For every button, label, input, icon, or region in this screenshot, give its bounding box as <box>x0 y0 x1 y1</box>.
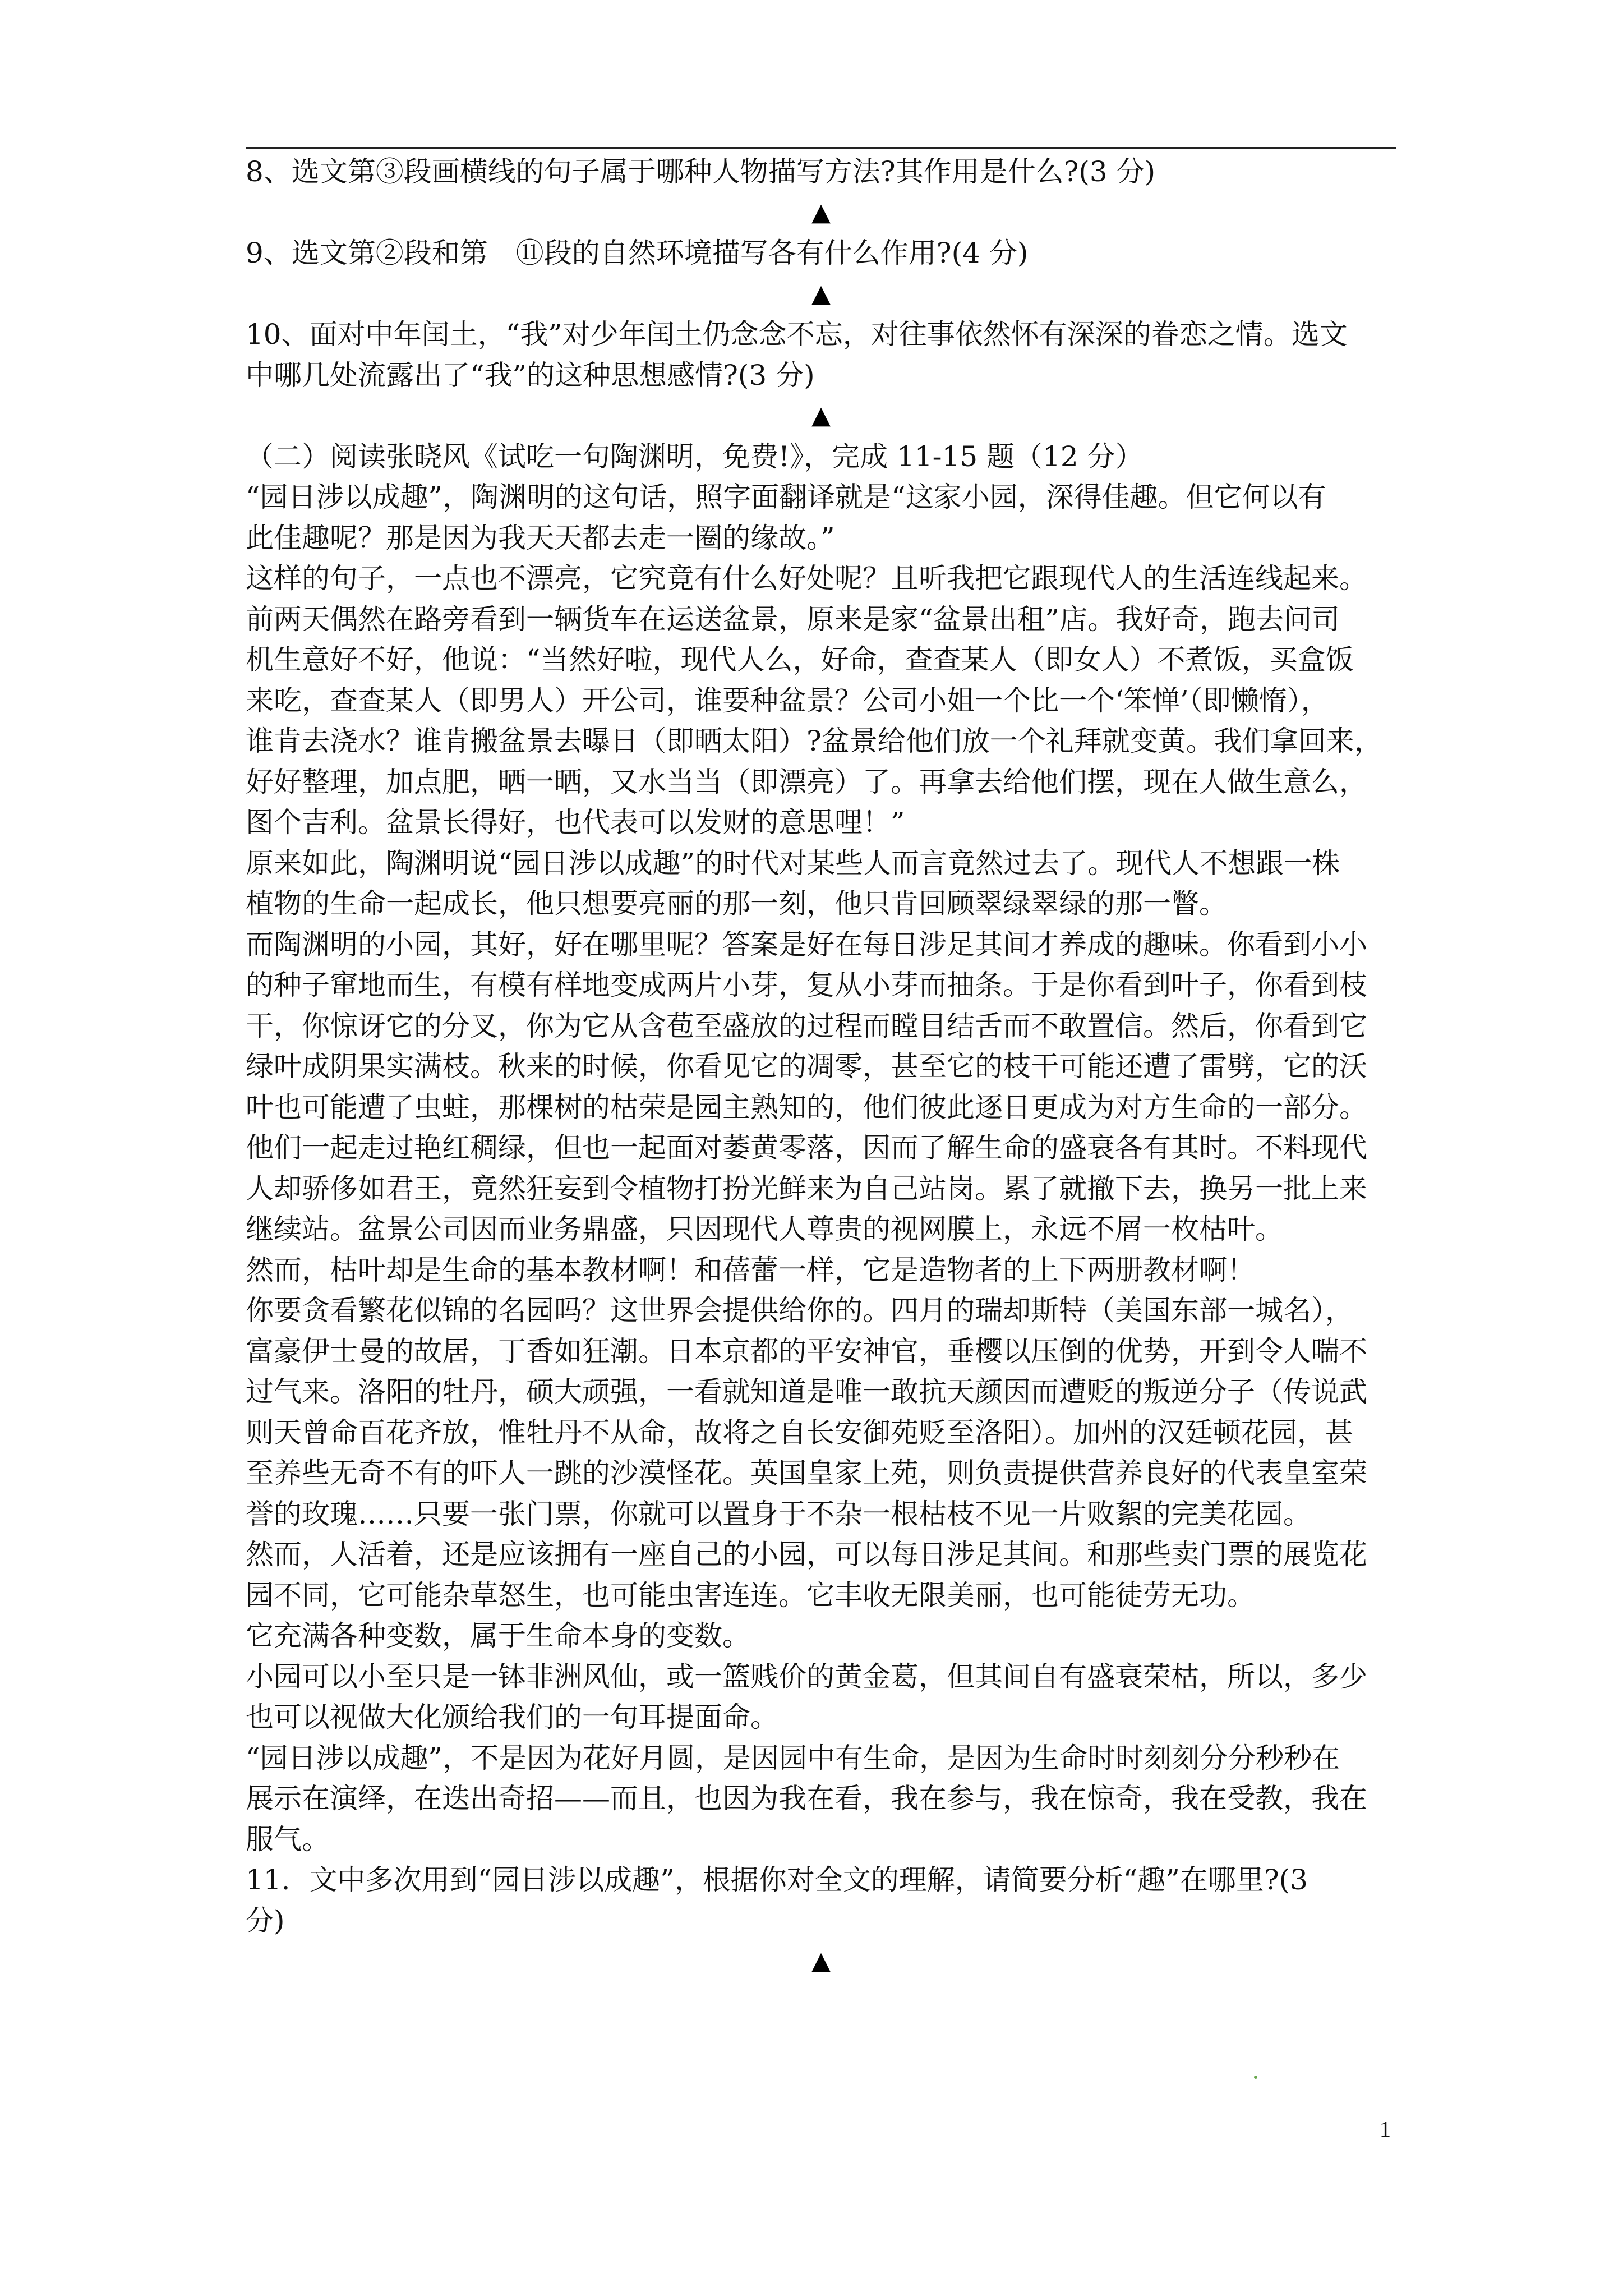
text-line: 而陶渊明的小园，其好，好在哪里呢？答案是好在每日涉足其间才养成的趣味。你看到小小 <box>246 928 1367 961</box>
text-line: （二）阅读张晓风《试吃一句陶渊明，免费!》，完成 11-15 题（12 分） <box>246 440 1144 473</box>
text-line: 此佳趣呢？那是因为我天天都去走一圈的缘故。” <box>246 521 835 554</box>
text-line: 然而，人活着，还是应该拥有一座自己的小园，可以每日涉足其间。和那些卖门票的展览花 <box>246 1538 1367 1571</box>
text-line: 小园可以小至只是一钵非洲风仙，或一篮贱价的黄金葛，但其间自有盛衰荣枯，所以，多少 <box>246 1660 1367 1693</box>
text-line: 富豪伊士曼的故居，丁香如狂潮。日本京都的平安神官，垂樱以压倒的优势，开到令人喘不 <box>246 1335 1367 1368</box>
text-line: 干，你惊讶它的分叉，你为它从含苞至盛放的过程而瞠目结舌而不敢置信。然后，你看到它 <box>246 1009 1367 1042</box>
text-line: 继续站。盆景公司因而业务鼎盛，只因现代人尊贵的视网膜上，永远不屑一枚枯叶。 <box>246 1213 1283 1245</box>
text-line: 服气。 <box>246 1823 330 1856</box>
header-rule <box>246 147 1396 149</box>
stray-dot <box>1254 2076 1257 2079</box>
text-line: 植物的生命一起成长，他只想要亮丽的那一刻，他只肯回顾翠绿翠绿的那一瞥。 <box>246 887 1227 920</box>
text-line: 人却骄侈如君王，竟然狂妄到令植物打扮光鲜来为自己站岗。累了就撤下去，换另一批上来 <box>246 1172 1367 1205</box>
text-line: 分) <box>246 1904 285 1937</box>
answer-marker: ▲ <box>811 197 831 227</box>
text-line: 则天曾命百花齐放，惟牡丹不从命，故将之自长安御苑贬至洛阳）。加州的汉廷顿花园，甚 <box>246 1416 1353 1449</box>
text-line: 10、面对中年闰土，“我”对少年闰土仍念念不忘，对往事依然怀有深深的眷恋之情。选文 <box>246 318 1348 351</box>
text-line: 绿叶成阴果实满枝。秋来的时候，你看见它的凋零，甚至它的枝干可能还遭了雷劈，它的沃 <box>246 1050 1367 1083</box>
text-line: 园不同，它可能杂草怒生，也可能虫害连连。它丰收无限美丽，也可能徒劳无功。 <box>246 1579 1255 1612</box>
text-line: 展示在演绎，在迭出奇招——而且，也因为我在看，我在参与，我在惊奇，我在受教，我在 <box>246 1782 1367 1815</box>
text-line: 然而，枯叶却是生命的基本教材啊！和蓓蕾一样，它是造物者的上下两册教材啊！ <box>246 1253 1255 1286</box>
text-line: 谁肯去浇水？谁肯搬盆景去曝日（即晒太阳）?盆景给他们放一个礼拜就变黄。我们拿回来， <box>246 725 1382 757</box>
answer-marker: ▲ <box>811 1947 831 1975</box>
text-line: 中哪几处流露出了“我”的这种思想感情?(3 分) <box>246 358 815 392</box>
page-number: 1 <box>1380 2116 1391 2142</box>
text-line: 来吃，查查某人（即男人）开公司，谁要种盆景？公司小姐一个比一个‘笨惮’（即懒惰）， <box>246 684 1329 717</box>
text-line: 8、选文第③段画横线的句子属于哪种人物描写方法?其作用是什么?(3 分) <box>246 155 1156 188</box>
answer-marker: ▲ <box>811 401 831 430</box>
text-line: 图个吉利。盆景长得好，也代表可以发财的意思哩！” <box>246 806 905 839</box>
text-line: 叶也可能遭了虫蛀，那棵树的枯荣是园主熟知的，他们彼此逐日更成为对方生命的一部分。 <box>246 1091 1367 1124</box>
text-line: 他们一起走过艳红稠绿，但也一起面对萎黄零落，因而了解生命的盛衰各有其时。不料现代 <box>246 1131 1367 1164</box>
text-line: 你要贪看繁花似锦的名园吗？这世界会提供给你的。四月的瑞却斯特（美国东部一城名）， <box>246 1294 1353 1327</box>
text-line: 至养些无奇不有的吓人一跳的沙漠怪花。英国皇家上苑，则负责提供营养良好的代表皇室荣 <box>246 1457 1367 1489</box>
text-line: 9、选文第②段和第 ⑪段的自然环境描写各有什么作用?(4 分) <box>246 237 1029 269</box>
text-line: “园日涉以成趣”，不是因为花好月圆，是因园中有生命，是因为生命时时刻刻分分秒秒在 <box>246 1741 1340 1774</box>
answer-marker: ▲ <box>811 279 831 308</box>
text-line: 原来如此，陶渊明说“园日涉以成趣”的时代对某些人而言竟然过去了。现代人不想跟一株 <box>246 846 1340 880</box>
text-line: 也可以视做大化颁给我们的一句耳提面命。 <box>246 1701 778 1733</box>
text-line: 它充满各种变数，属于生命本身的变数。 <box>246 1619 750 1652</box>
text-line: 的种子窜地而生，有模有样地变成两片小芽，复从小芽而抽条。于是你看到叶子，你看到枝 <box>246 969 1367 1001</box>
text-line: 过气来。洛阳的牡丹，硕大顽强，一看就知道是唯一敢抗天颜因而遭贬的叛逆分子（传说武 <box>246 1375 1367 1408</box>
text-line: “园日涉以成趣”，陶渊明的这句话，照字面翻译就是“这家小园，深得佳趣。但它何以有 <box>246 481 1326 513</box>
text-line: 誉的玫瑰……只要一张门票，你就可以置身于不杂一根枯枝不见一片败絮的完美花园。 <box>246 1497 1311 1530</box>
text-line: 前两天偶然在路旁看到一辆货车在运送盆景，原来是家“盆景出租”店。我好奇，跑去问司 <box>246 602 1340 636</box>
text-line: 好好整理，加点肥，晒一晒，又水当当（即漂亮）了。再拿去给他们摆，现在人做生意么， <box>246 765 1367 798</box>
text-line: 机生意好不好，他说：“当然好啦，现代人么，好命，查查某人（即女人）不煮饭，买盒饭 <box>246 643 1354 676</box>
document-body <box>246 151 1396 1982</box>
text-line: 11．文中多次用到“园日涉以成趣”，根据你对全文的理解，请简要分析“趣”在哪里?(3 <box>246 1864 1308 1896</box>
text-line: 这样的句子，一点也不漂亮，它究竟有什么好处呢？且听我把它跟现代人的生活连线起来。 <box>246 562 1367 595</box>
